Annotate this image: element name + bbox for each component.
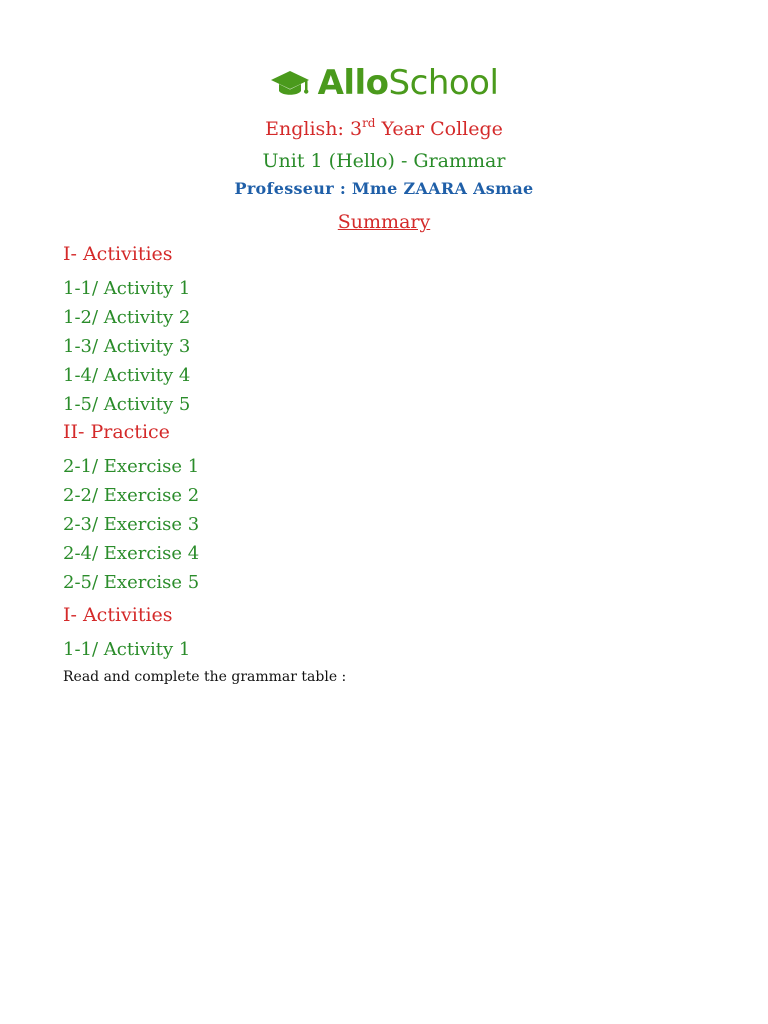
- unit-title: Unit 1 (Hello) - Grammar: [262, 150, 506, 172]
- summary-item[interactable]: 1-3/ Activity 3: [63, 336, 191, 357]
- course-title-ordinal: rd: [362, 116, 376, 130]
- course-title: [0, 117, 768, 139]
- subsection-heading-activity-1: 1-1/ Activity 1: [63, 639, 191, 660]
- summary-heading: Summary: [337, 211, 431, 233]
- instruction-text: Read and complete the grammar table :: [63, 669, 347, 685]
- alloschool-logo: [0, 63, 768, 103]
- summary-item[interactable]: 1-1/ Activity 1: [63, 278, 191, 299]
- summary-section-activities[interactable]: I- Activities: [63, 243, 173, 265]
- summary-item[interactable]: 2-4/ Exercise 4: [63, 543, 200, 564]
- summary-item[interactable]: 2-5/ Exercise 5: [63, 572, 200, 593]
- teacher-name: Professeur : Mme ZAARA Asmae: [234, 179, 534, 198]
- summary-item[interactable]: 2-2/ Exercise 2: [63, 485, 200, 506]
- summary-item[interactable]: 2-1/ Exercise 1: [63, 456, 200, 477]
- summary-item[interactable]: 2-3/ Exercise 3: [63, 514, 200, 535]
- summary-section-practice[interactable]: II- Practice: [63, 421, 170, 443]
- graduation-cap-icon: [270, 68, 310, 98]
- course-title-rest: Year College: [375, 118, 503, 140]
- summary-item[interactable]: 1-2/ Activity 2: [63, 307, 191, 328]
- brand-name-bold: Allo: [317, 63, 389, 103]
- section-heading-activities: I- Activities: [63, 604, 173, 626]
- brand-name: [317, 63, 499, 103]
- course-title-subject: English: 3: [265, 118, 363, 140]
- summary-item[interactable]: 1-4/ Activity 4: [63, 365, 191, 386]
- summary-item[interactable]: 1-5/ Activity 5: [63, 394, 191, 415]
- brand-name-light: School: [388, 63, 499, 103]
